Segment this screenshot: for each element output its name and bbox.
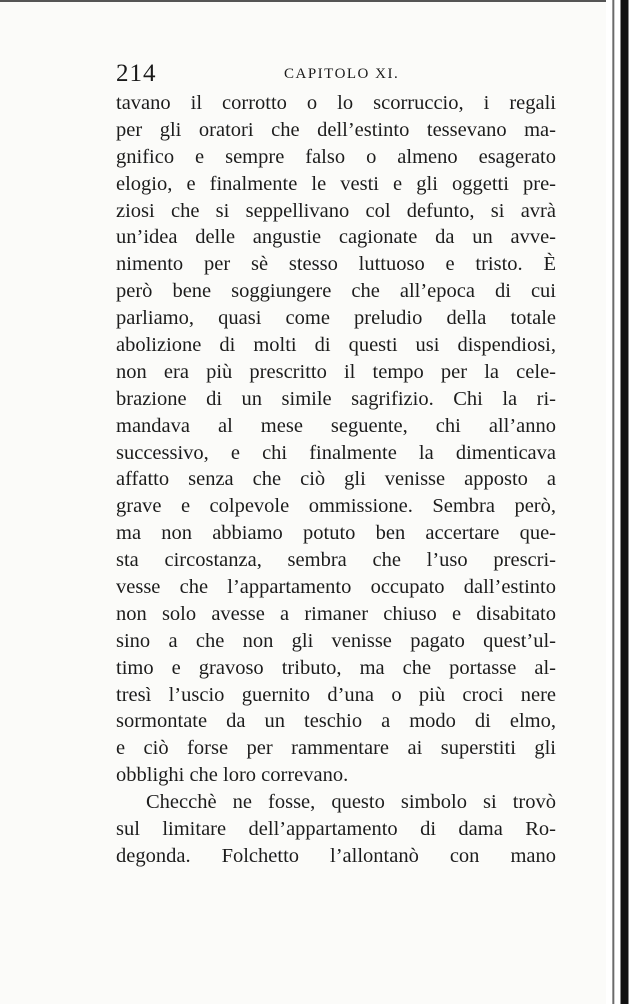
text-line: sul limitare dell’appartamento di dama Ro- (116, 818, 556, 841)
body-text (116, 90, 556, 870)
text-line: nimento per sè stesso luttuoso e tristo. È (116, 253, 556, 276)
text-line: e ciò forse per rammentare ai superstiti gli (116, 737, 556, 760)
running-header (116, 58, 556, 88)
text-line: sormontate da un teschio a modo di elmo, (116, 710, 556, 733)
text-line: mandava al mese seguente, chi all’anno (116, 414, 556, 437)
text-line: sino a che non gli venisse pagato quest’ul- (116, 629, 556, 652)
text-line: tresì l’uscio guernito d’una o più croci nere (116, 683, 556, 706)
text-line: successivo, e chi finalmente la dimenticava (116, 441, 556, 464)
text-line: non era più prescritto il tempo per la cele- (116, 360, 556, 383)
text-line: obblighi che loro correvano. (116, 764, 349, 787)
text-line: brazione di un simile sagrifizio. Chi la ri- (116, 387, 556, 410)
text-line: non solo avesse a rimaner chiuso e disabitato (116, 602, 556, 625)
text-line: per gli oratori che dell’estinto tessevano ma- (116, 118, 556, 141)
text-line: abolizione di molti di questi usi dispendiosi, (116, 334, 556, 357)
chapter-title: CAPITOLO XI. (284, 66, 400, 82)
text-line: sta circostanza, sembra che l’uso prescri- (116, 549, 556, 572)
text-line: affatto senza che ciò gli venisse apposto a (116, 468, 556, 491)
text-line: gnifico e sempre falso o almeno esagerato (116, 145, 556, 168)
text-line: grave e colpevole ommissione. Sembra però, (116, 495, 556, 518)
page-number: 214 (116, 60, 157, 87)
text-line: ziosi che si seppellivano col defunto, si avrà (116, 199, 556, 222)
top-edge (0, 0, 606, 2)
text-line: però bene soggiungere che all’epoca di cui (116, 280, 556, 303)
text-line: tavano il corrotto o lo scorruccio, i regali (116, 92, 556, 114)
text-line: timo e gravoso tributo, ma che portasse al- (116, 656, 556, 679)
text-line: Checchè ne fosse, questo simbolo si trovò (146, 791, 556, 814)
text-line: degonda. Folchetto l’allontanò con mano (116, 844, 556, 867)
text-line: ma non abbiamo potuto ben accertare que- (116, 522, 556, 545)
text-line: parliamo, quasi come preludio della totale (116, 307, 556, 330)
text-line: vesse che l’appartamento occupato dall’estinto (116, 576, 556, 599)
page-binding-edge (606, 0, 636, 1004)
text-line: elogio, e finalmente le vesti e gli oggetti pre- (116, 172, 556, 195)
text-line: un’idea delle angustie cagionate da un avve- (116, 226, 556, 249)
